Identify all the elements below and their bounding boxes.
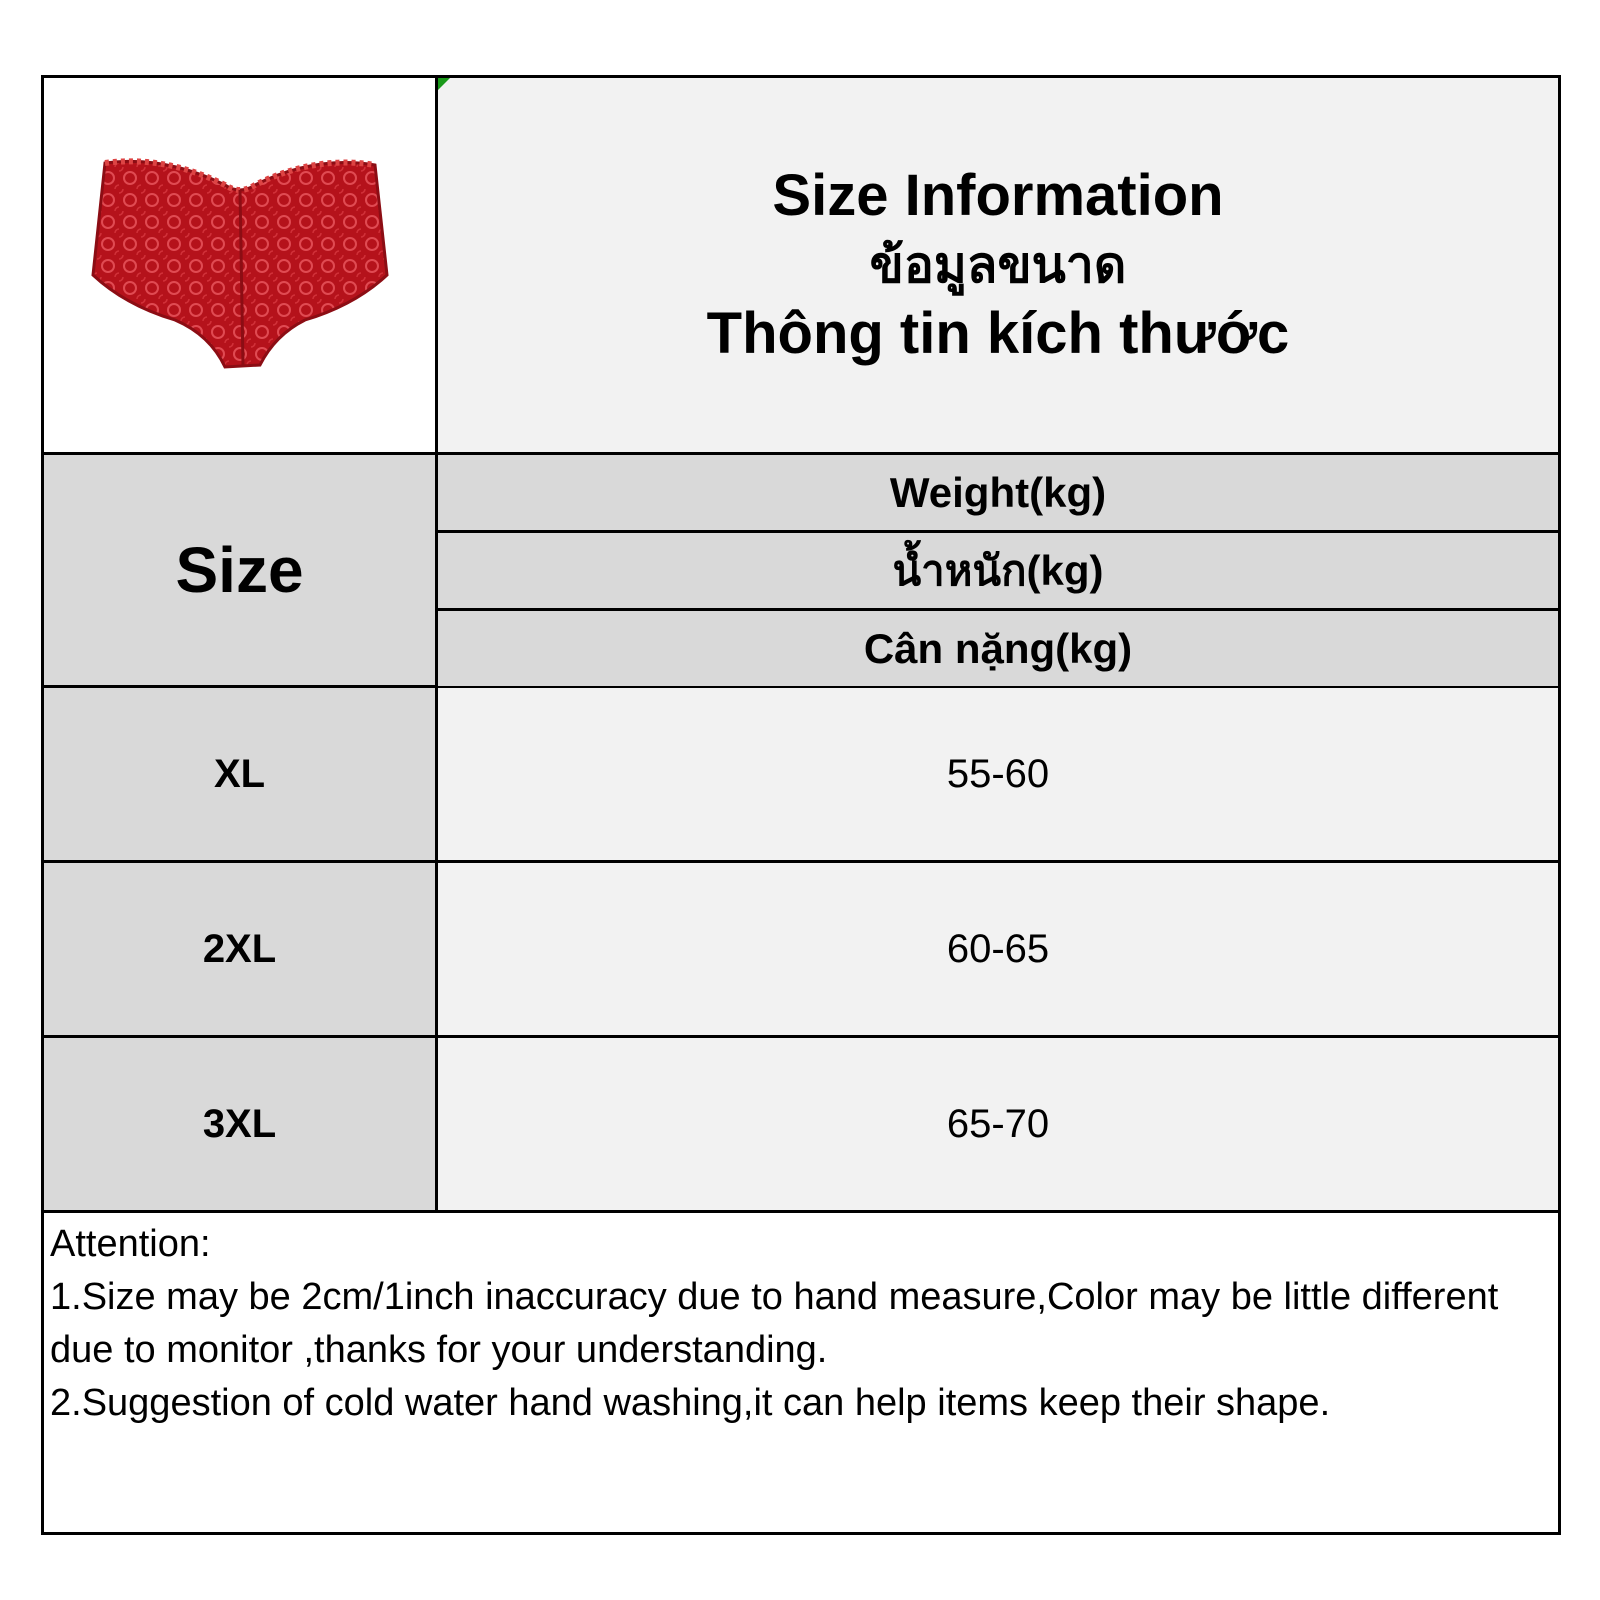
weight-header-vietnamese: Cân nặng(kg) <box>438 611 1558 689</box>
attention-note <box>50 1218 1540 1430</box>
weight-header-english: Weight(kg) <box>438 455 1558 533</box>
product-image <box>75 145 405 385</box>
corner-marker <box>438 78 450 90</box>
table-row-weight: 60-65 <box>438 863 1558 1038</box>
size-column-header: Size <box>44 455 438 688</box>
table-row-weight: 55-60 <box>438 688 1558 863</box>
table-row-size: XL <box>44 688 438 863</box>
attention-title: Attention: <box>50 1223 211 1265</box>
table-row-size: 2XL <box>44 863 438 1038</box>
attention-line-2: 2.Suggestion of cold water hand washing,it can help items keep their shape. <box>50 1382 1331 1424</box>
title-vietnamese: Thông tin kích thước <box>706 301 1290 366</box>
title-english: Size Information <box>772 163 1224 229</box>
product-image-cell <box>44 78 438 455</box>
weight-header-thai: น้ำหนัก(kg) <box>438 533 1558 611</box>
size-chart <box>41 75 1561 1535</box>
table-row-size: 3XL <box>44 1038 438 1213</box>
title-thai: ข้อมูลขนาด <box>869 237 1127 293</box>
attention-line-1: 1.Size may be 2cm/1inch inaccuracy due to hand measure,Color may be little different due to monitor ,thanks for your understanding. <box>50 1276 1499 1371</box>
title-cell <box>438 78 1558 455</box>
table-row-weight: 65-70 <box>438 1038 1558 1213</box>
